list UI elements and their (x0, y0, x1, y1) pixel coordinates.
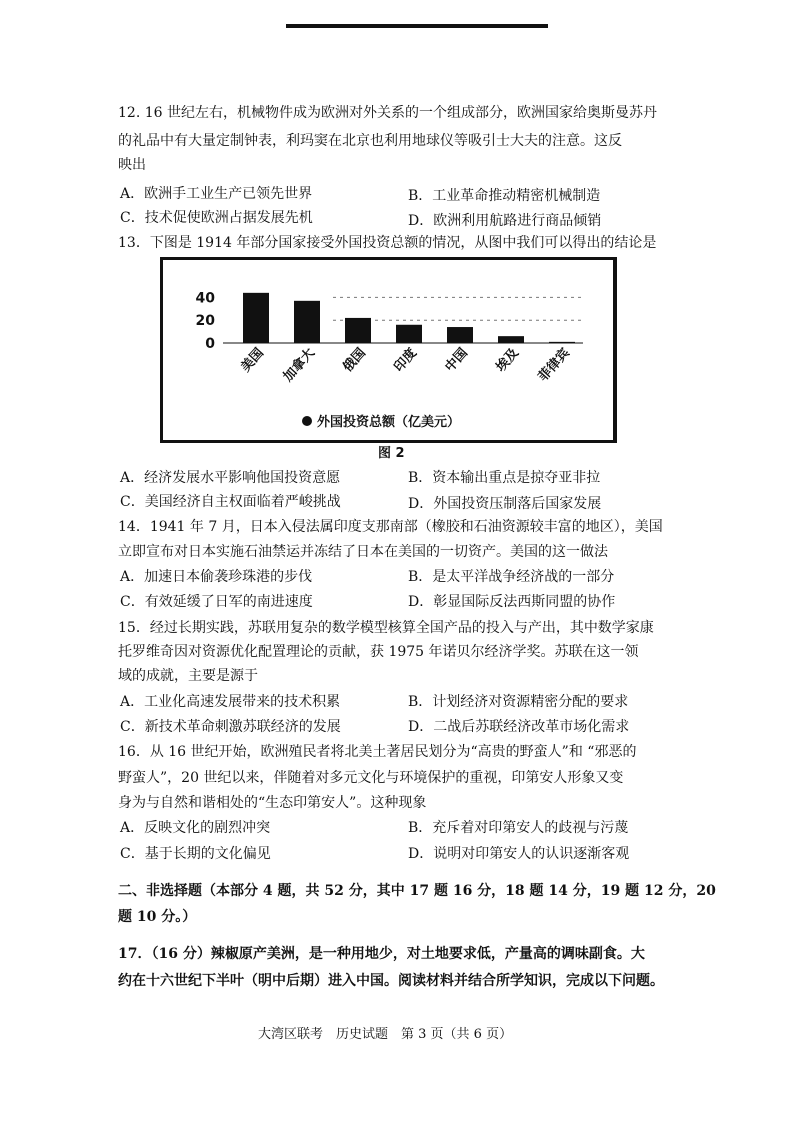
figure-2-frame (160, 257, 617, 443)
header-rule (286, 24, 548, 28)
x-tick-label: 美国 (238, 345, 267, 376)
bar (396, 325, 422, 343)
x-tick-label: 加拿大 (280, 345, 318, 385)
legend-label: 外国投资总额（亿美元） (317, 415, 461, 430)
q12-option-a: A．欧洲手工业生产已领先世界 (120, 186, 313, 202)
x-tick-label: 菲律宾 (535, 345, 573, 385)
q13-option-b: B．资本输出重点是掠夺亚非拉 (408, 470, 601, 486)
q15-stem-line-3: 域的成就，主要是源于 (118, 668, 258, 684)
bar (447, 327, 473, 343)
q14-option-b: B．是太平洋战争经济战的一部分 (408, 569, 615, 585)
y-tick-label: 40 (195, 290, 215, 307)
q12-option-d: D．欧洲利用航路进行商品倾销 (408, 213, 602, 229)
y-tick-label: 0 (205, 336, 215, 352)
q16-stem-line-1: 16．从 16 世纪开始，欧洲殖民者将北美土著居民划分为“高贵的野蛮人”和 “邪恶的 (118, 744, 637, 760)
bar (294, 301, 320, 343)
q16-stem-line-3: 身为与自然和谐相处的“生态印第安人”。这种现象 (118, 795, 427, 811)
q15-option-a: A．工业化高速发展带来的技术积累 (120, 694, 341, 710)
q12-option-b: B．工业革命推动精密机械制造 (408, 188, 601, 204)
q14-stem-line-1: 14．1941 年 7 月，日本入侵法属印度支那南部（橡胶和石油资源较丰富的地区），美国 (118, 519, 663, 535)
q13-option-d: D．外国投资压制落后国家发展 (408, 496, 602, 512)
q17-stem-line-1: 17．（16 分）辣椒原产美洲，是一种用地少，对土地要求低，产量高的调味副食。大 (118, 946, 645, 962)
q13-option-a: A．经济发展水平影响他国投资意愿 (120, 470, 341, 486)
q16-option-d: D．说明对印第安人的认识逐渐客观 (408, 846, 630, 862)
q12-option-c: C．技术促使欧洲占据发展先机 (120, 210, 313, 226)
page-footer: 大湾区联考 历史试题 第 3 页（共 6 页） (258, 1027, 513, 1042)
q15-stem-line-2: 托罗维奇因对资源优化配置理论的贡献，获 1975 年诺贝尔经济学奖。苏联在这一领 (118, 644, 639, 660)
q16-stem-line-2: 野蛮人”，20 世纪以来，伴随着对多元文化与环境保护的重视，印第安人形象又变 (118, 770, 624, 786)
q16-option-c: C．基于长期的文化偏见 (120, 846, 271, 862)
q14-option-a: A．加速日本偷袭珍珠港的步伐 (120, 569, 313, 585)
q14-option-c: C．有效延缓了日军的南进速度 (120, 594, 313, 610)
q15-option-b: B．计划经济对资源精密分配的要求 (408, 694, 629, 710)
x-tick-label: 埃及 (493, 345, 522, 376)
q15-option-d: D．二战后苏联经济改革市场化需求 (408, 719, 630, 735)
q13-option-c: C．美国经济自主权面临着严峻挑战 (120, 494, 341, 510)
section2-heading-line-1: 二、非选择题（本部分 4 题，共 52 分，其中 17 题 16 分，18 题 14 分，19 题 12 分，20 (118, 883, 716, 899)
q14-option-d: D．彰显国际反法西斯同盟的协作 (408, 594, 616, 610)
bar (345, 318, 371, 343)
bar (549, 342, 575, 343)
q12-stem-line-2: 的礼品中有大量定制钟表，利玛窦在北京也利用地球仪等吸引士大夫的注意。这反 (118, 133, 622, 149)
bar (498, 336, 524, 343)
q13-stem: 13．下图是 1914 年部分国家接受外国投资总额的情况，从图中我们可以得出的结论是 (118, 235, 657, 251)
x-tick-label: 中国 (442, 345, 471, 376)
figure-caption: 图 2 (378, 446, 405, 461)
section2-heading-line-2: 题 10 分。） (118, 909, 197, 925)
x-tick-label: 俄国 (340, 345, 369, 376)
q15-option-c: C．新技术革命刺激苏联经济的发展 (120, 719, 341, 735)
q14-stem-line-2: 立即宣布对日本实施石油禁运并冻结了日本在美国的一切资产。美国的这一做法 (118, 544, 608, 560)
q17-stem-line-2: 约在十六世纪下半叶（明中后期）进入中国。阅读材料并结合所学知识，完成以下问题。 (118, 973, 664, 989)
q12-stem-line-3: 映出 (118, 157, 146, 173)
q16-option-b: B．充斥着对印第安人的歧视与污蔑 (408, 820, 629, 836)
legend-marker (302, 416, 312, 426)
investment-bar-chart (163, 260, 607, 434)
bar (243, 293, 269, 343)
q12-stem-line-1: 12. 16 世纪左右，机械物件成为欧洲对外关系的一个组成部分，欧洲国家给奥斯曼苏丹 (118, 105, 657, 121)
y-tick-label: 20 (195, 313, 215, 330)
q16-option-a: A．反映文化的剧烈冲突 (120, 820, 271, 836)
q15-stem-line-1: 15．经过长期实践，苏联用复杂的数学模型核算全国产品的投入与产出，其中数学家康 (118, 620, 654, 636)
x-tick-label: 印度 (391, 345, 420, 376)
